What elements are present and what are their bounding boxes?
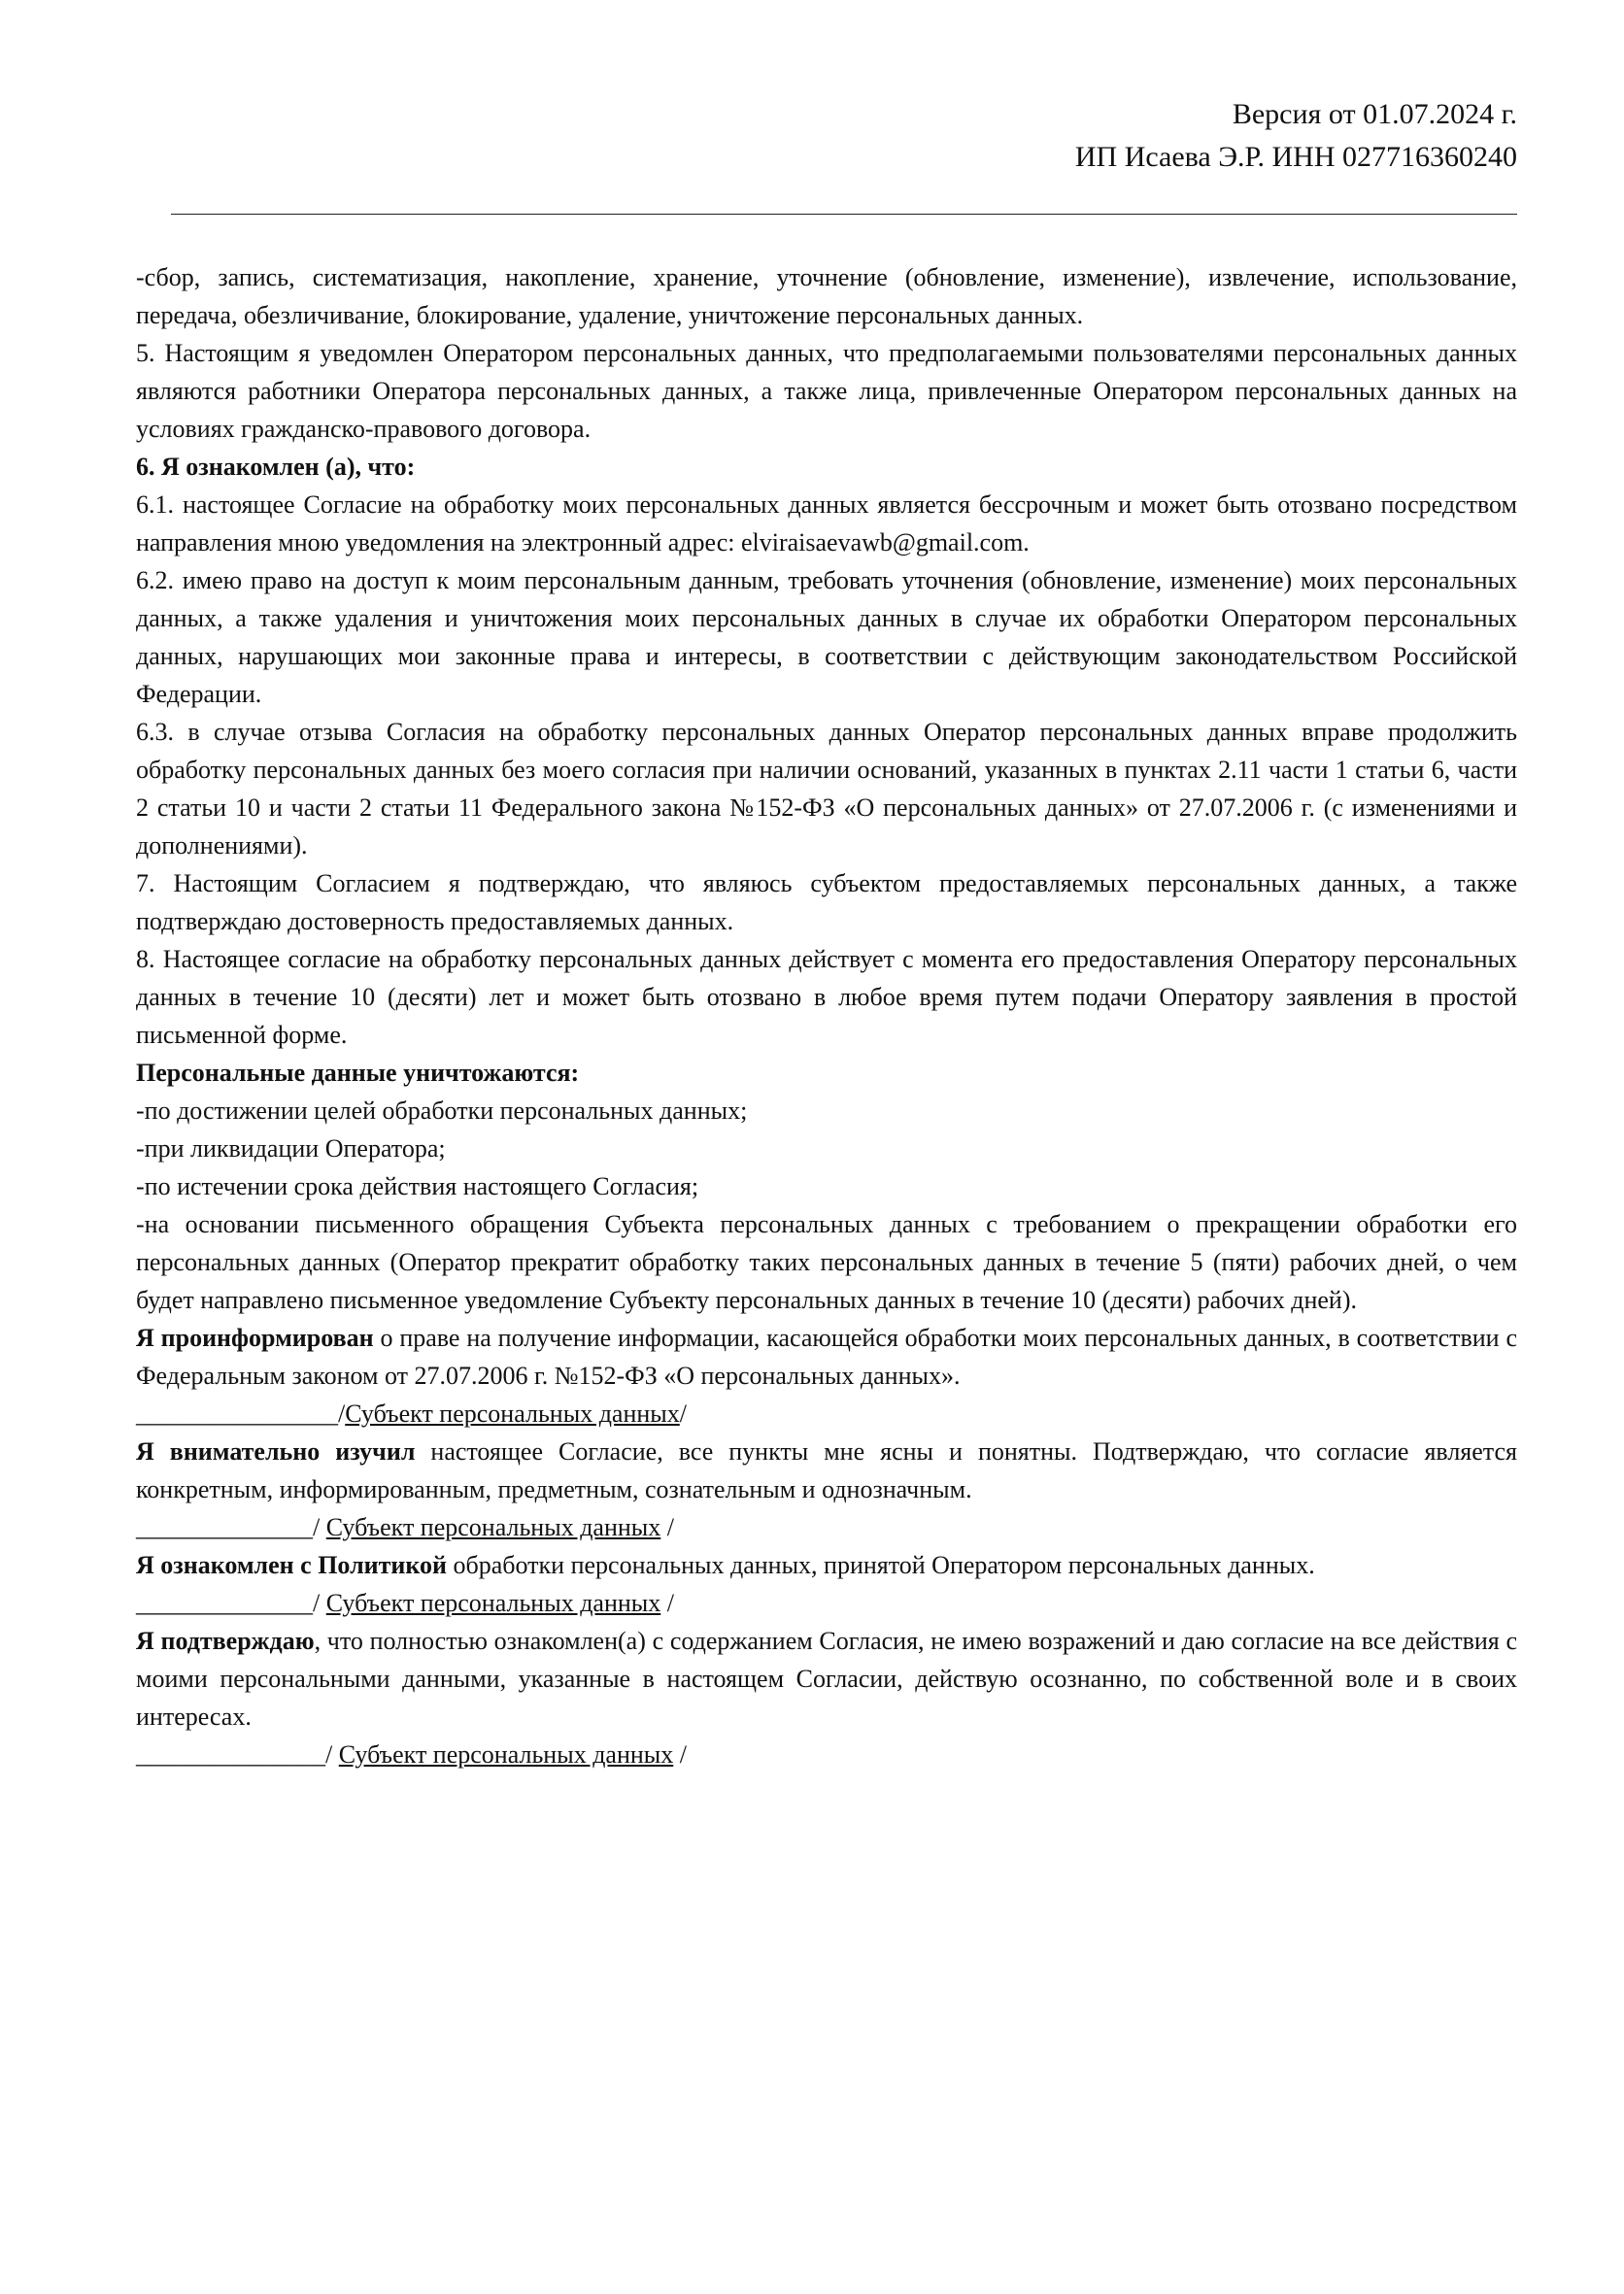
paragraph-6-2: 6.2. имею право на доступ к моим персональным данным, требовать уточнения (обновление, изменение) моих персональных данных, а также удаления и уничтожения моих персональных данных в случае их обработки Оператором персональных данных, нарушающих мои законные права и интересы, в соответствии с действующим законодательством Российской Федерации. [136,566,1517,708]
slash: / [673,1740,687,1769]
signature-label: Субъект персональных данных [345,1400,680,1428]
signature-line-4[interactable] [136,1736,1517,1773]
slash: / [338,1400,346,1428]
destroy-item-2: -при ликвидации Оператора; [136,1134,446,1163]
signature-label: Субъект персональных данных [338,1740,674,1769]
version-line: Версия от 01.07.2024 г. [1232,98,1517,130]
studied-text: настоящее Согласие, все пункты мне ясны и понятны. Подтверждаю, что согласие является конкретным, информированным, предметным, сознательным и однозначным. [136,1437,1517,1503]
paragraph-6-1: 6.1. настоящее Согласие на обработку моих персональных данных является бессрочным и может быть отозвано посредством направления мною уведомления на электронный адрес: elviraisaevawb@gmail.com. [136,490,1517,557]
informed-paragraph [136,1319,1517,1395]
informed-text: о праве на получение информации, касающейся обработки моих персональных данных, в соответствии с Федеральным законом от 27.07.2006 г. №152-ФЗ «О персональных данных». [136,1324,1517,1390]
paragraph-7: 7. Настоящим Согласием я подтверждаю, что являюсь субъектом предоставляемых персональных данных, а также подтверждаю достоверность предоставляемых данных. [136,869,1517,935]
section-6-heading: 6. Я ознакомлен (а), что: [136,453,416,481]
document-header [1075,93,1517,179]
slash: / [660,1513,674,1541]
slash: / [325,1740,339,1769]
signature-blank[interactable]: ______________ [136,1589,313,1617]
policy-bold: Я ознакомлен с Политикой [136,1551,448,1579]
studied-bold: Я внимательно изучил [136,1437,416,1466]
policy-text: обработки персональных данных, принятой Оператором персональных данных. [447,1551,1315,1579]
signature-label: Субъект персональных данных [325,1589,661,1617]
signature-line-2[interactable] [136,1508,1517,1546]
policy-paragraph [136,1546,1517,1584]
informed-bold: Я проинформирован [136,1324,374,1352]
signature-line-3[interactable] [136,1584,1517,1622]
paragraph-6-3: 6.3. в случае отзыва Согласия на обработку персональных данных Оператор персональных данных вправе продолжить обработку персональных данных без моего согласия при наличии оснований, указанных в пунктах 2.11 части 1 статьи 6, части 2 статьи 10 и части 2 статьи 11 Федерального закона №152-ФЗ «О персональных данных» от 27.07.2006 г. (с изменениями и дополнениями). [136,718,1517,860]
header-rule [171,214,1517,215]
document-body [136,258,1517,1773]
studied-paragraph [136,1433,1517,1508]
slash: / [679,1400,687,1428]
signature-blank[interactable]: ______________ [136,1513,313,1541]
signature-blank[interactable]: _______________ [136,1740,325,1769]
signature-blank[interactable]: ________________ [136,1400,338,1428]
slash: / [660,1589,674,1617]
paragraph-5: 5. Настоящим я уведомлен Оператором персональных данных, что предполагаемыми пользователями персональных данных являются работники Оператора персональных данных, а также лица, привлеченные Оператором персональных данных на условиях гражданско-правового договора. [136,339,1517,443]
actions-paragraph: -сбор, запись, систематизация, накопление, хранение, уточнение (обновление, изменение), извлечение, использование, передача, обезличивание, блокирование, удаление, уничтожение персональных данных. [136,263,1517,329]
destroy-heading: Персональные данные уничтожаются: [136,1059,580,1087]
paragraph-8: 8. Настоящее согласие на обработку персональных данных действует с момента его предоставления Оператору персональных данных в течение 10 (десяти) лет и может быть отозвано в любое время путем подачи Оператору заявления в простой письменной форме. [136,945,1517,1049]
slash: / [313,1589,326,1617]
operator-line: ИП Исаева Э.Р. ИНН 027716360240 [1074,141,1517,173]
confirm-paragraph [136,1622,1517,1736]
confirm-bold: Я подтверждаю [136,1627,315,1655]
confirm-text: , что полностью ознакомлен(а) с содержанием Согласия, не имею возражений и даю согласие на все действия с моими персональными данными, указанные в настоящем Согласии, действую осознанно, по собственной воле и в своих интересах. [136,1627,1517,1731]
destroy-item-4: -на основании письменного обращения Субъекта персональных данных с требованием о прекращении обработки его персональных данных (Оператор прекратит обработку таких персональных данных в течение 5 (пяти) рабочих дней, о чем будет направлено письменное уведомление Субъекту персональных данных в течение 10 (десяти) рабочих дней). [136,1210,1517,1314]
signature-line-1[interactable] [136,1395,1517,1433]
destroy-item-1: -по достижении целей обработки персональных данных; [136,1096,748,1125]
signature-label: Субъект персональных данных [325,1513,661,1541]
destroy-item-3: -по истечении срока действия настоящего Согласия; [136,1172,699,1200]
slash: / [313,1513,326,1541]
